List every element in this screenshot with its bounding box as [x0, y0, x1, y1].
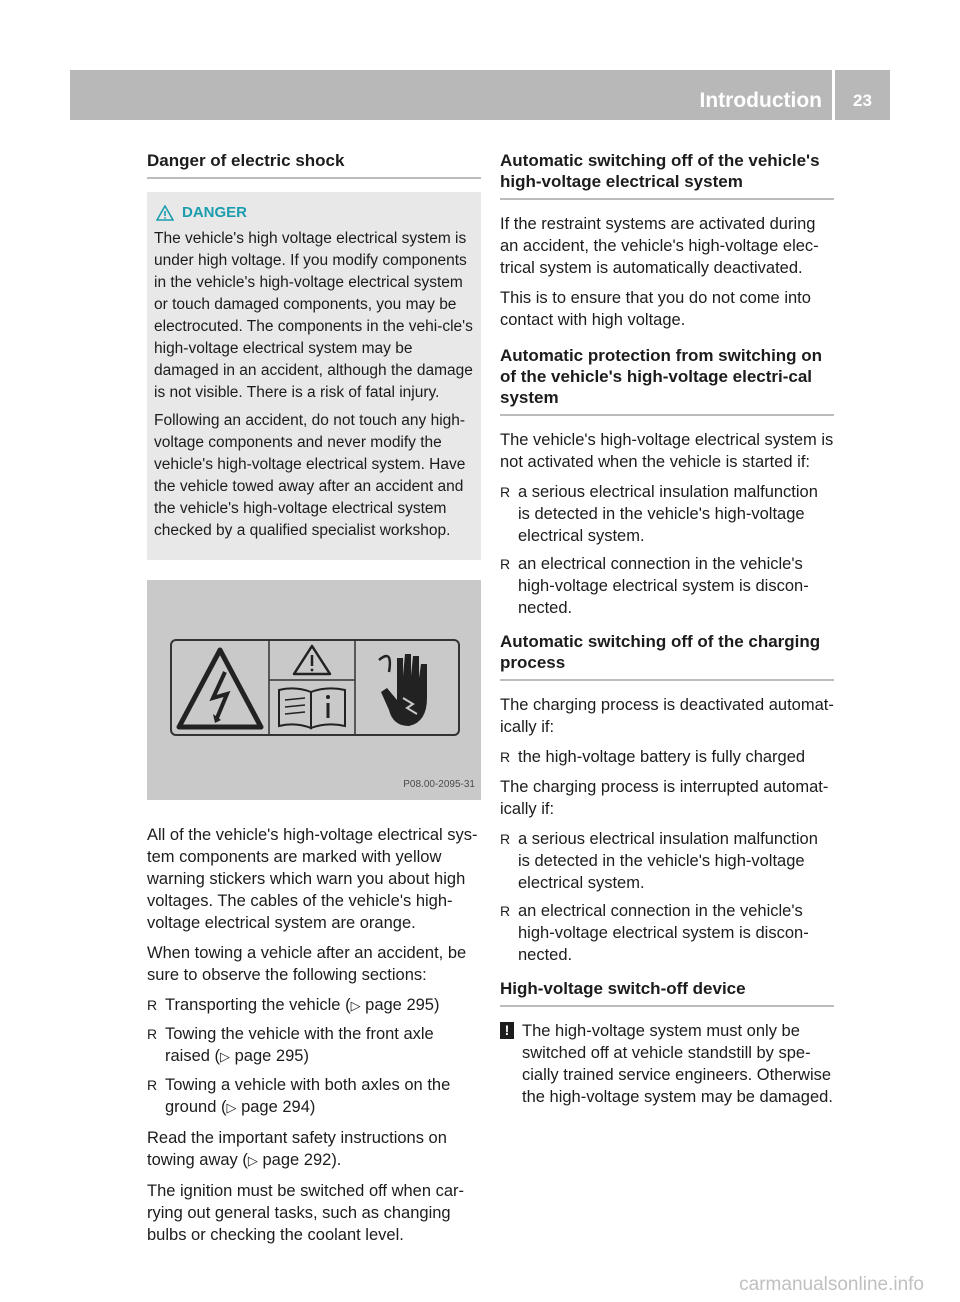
list-item [147, 994, 481, 1017]
figure-code: P08.00-2095-31 [403, 779, 475, 790]
list-item-text: an electrical connection in the vehicle's high-voltage electrical system is discon-nected. [518, 902, 809, 964]
bullet-glyph: R [147, 1077, 158, 1093]
bullet-glyph: R [147, 997, 158, 1013]
page-ref-link[interactable]: page 292 [262, 1151, 332, 1169]
danger-paragraph: Following an accident, do not touch any high-voltage components and never modify the vehicle's high-voltage electrical system. Have the vehicle towed away after an accident and the vehicle's high-voltage electrical system checked by a qualified specialist workshop. [154, 412, 466, 539]
section-title: Introduction [699, 89, 822, 112]
heading-auto-switch-off: Automatic switching off of the vehicle's high-voltage electrical system [500, 150, 834, 200]
list-item [500, 900, 834, 966]
list-item [147, 1074, 481, 1119]
charging-list-1 [500, 746, 834, 768]
page-number: 23 [853, 91, 872, 110]
danger-paragraph: The vehicle's high voltage electrical system is under high voltage. If you modify components in the vehicle's high-voltage electrical system or touch damaged components, you may be electrocuted. The components in the vehi-cle's high-voltage electrical system may be damaged in an accident, although the damage is not visible. There is a risk of fatal injury. [154, 230, 473, 401]
bullet-glyph: R [500, 903, 511, 919]
list-item [500, 828, 834, 894]
paragraph: This is to ensure that you do not come into contact with high voltage. [500, 289, 811, 329]
towing-list [147, 994, 481, 1119]
exclamation-icon: ! [500, 1022, 514, 1039]
heading-switch-off-device: High-voltage switch-off device [500, 978, 834, 1007]
paragraph [147, 1127, 481, 1172]
list-item-text: a serious electrical insulation malfunction is detected in the vehicle's high-voltage electrical system. [518, 483, 818, 545]
list-item-text: Transporting the vehicle ( [165, 996, 351, 1014]
watermark: carmanualsonline.info [739, 1274, 924, 1295]
warning-sticker-illustration [147, 580, 481, 800]
heading-charging-switch-off: Automatic switching off of the charging process [500, 631, 834, 681]
paragraph: All of the vehicle's high-voltage electrical sys-tem components are marked with yellow warning stickers which warn you about high voltages. The cables of the vehicle's high-voltage electrical system are orange. [147, 826, 478, 932]
paragraph: The vehicle's high-voltage electrical system is not activated when the vehicle is started if: [500, 431, 834, 471]
danger-box [147, 192, 481, 560]
paragraph-text: ). [331, 1151, 342, 1169]
right-column [500, 150, 834, 1108]
bullet-glyph: R [500, 831, 511, 847]
list-item-end: ) [303, 1047, 309, 1065]
list-item [500, 746, 834, 768]
heading-auto-protection: Automatic protection from switching on of the vehicle's high-voltage electri-cal system [500, 345, 834, 416]
notice-box [500, 1020, 834, 1108]
page-ref-arrow-icon: ▷ [247, 1153, 258, 1168]
page-ref-link[interactable]: page 294 [241, 1098, 310, 1116]
paragraph: When towing a vehicle after an accident, be sure to observe the following sections: [147, 944, 467, 984]
list-item [500, 553, 834, 619]
bullet-glyph: R [500, 484, 511, 500]
bullet-glyph: R [500, 556, 511, 572]
paragraph-text: Read the important safety instructions on towing away ( [147, 1129, 447, 1169]
paragraph: The ignition must be switched off when car-rying out general tasks, such as changing bulbs or checking the coolant level. [147, 1182, 465, 1244]
list-item-text: Towing the vehicle with the front axle raised ( [165, 1025, 434, 1065]
notice-text: The high-voltage system must only be switched off at vehicle standstill by spe-cially trained service engineers. Otherwise the high-voltage system may be damaged. [522, 1022, 833, 1106]
list-item-end: ) [433, 996, 440, 1014]
list-item-text: a serious electrical insulation malfunction is detected in the vehicle's high-voltage electrical system. [518, 830, 818, 892]
heading-electric-shock: Danger of electric shock [147, 150, 481, 179]
charging-list-2 [500, 828, 834, 966]
list-item-text: Towing a vehicle with both axles on the ground ( [165, 1076, 451, 1116]
page-ref-arrow-icon: ▷ [220, 1049, 231, 1064]
bullet-glyph: R [147, 1026, 158, 1042]
protection-list [500, 481, 834, 619]
list-item [147, 1023, 481, 1068]
left-column [147, 150, 481, 1254]
list-item-end: ) [309, 1098, 316, 1116]
list-item-text: an electrical connection in the vehicle's high-voltage electrical system is discon-nected. [518, 555, 809, 617]
page-header [70, 70, 890, 120]
warning-sticker-figure [147, 580, 481, 800]
page-ref-arrow-icon: ▷ [226, 1100, 237, 1115]
page-ref-link[interactable]: page 295 [365, 996, 434, 1014]
danger-header [154, 202, 474, 224]
bullet-glyph: R [500, 749, 511, 765]
list-item-text: the high-voltage battery is fully charged [518, 748, 806, 766]
list-item [500, 481, 834, 547]
danger-label: DANGER [182, 204, 248, 221]
paragraph: The charging process is interrupted automat-ically if: [500, 778, 829, 818]
page-ref-link[interactable]: page 295 [234, 1047, 304, 1065]
warning-triangle-icon [156, 205, 174, 221]
page-ref-arrow-icon: ▷ [350, 998, 361, 1013]
paragraph: The charging process is deactivated automat-ically if: [500, 696, 834, 736]
paragraph: If the restraint systems are activated during an accident, the vehicle's high-voltage elec-trical system is automatically deactivated. [500, 215, 819, 277]
